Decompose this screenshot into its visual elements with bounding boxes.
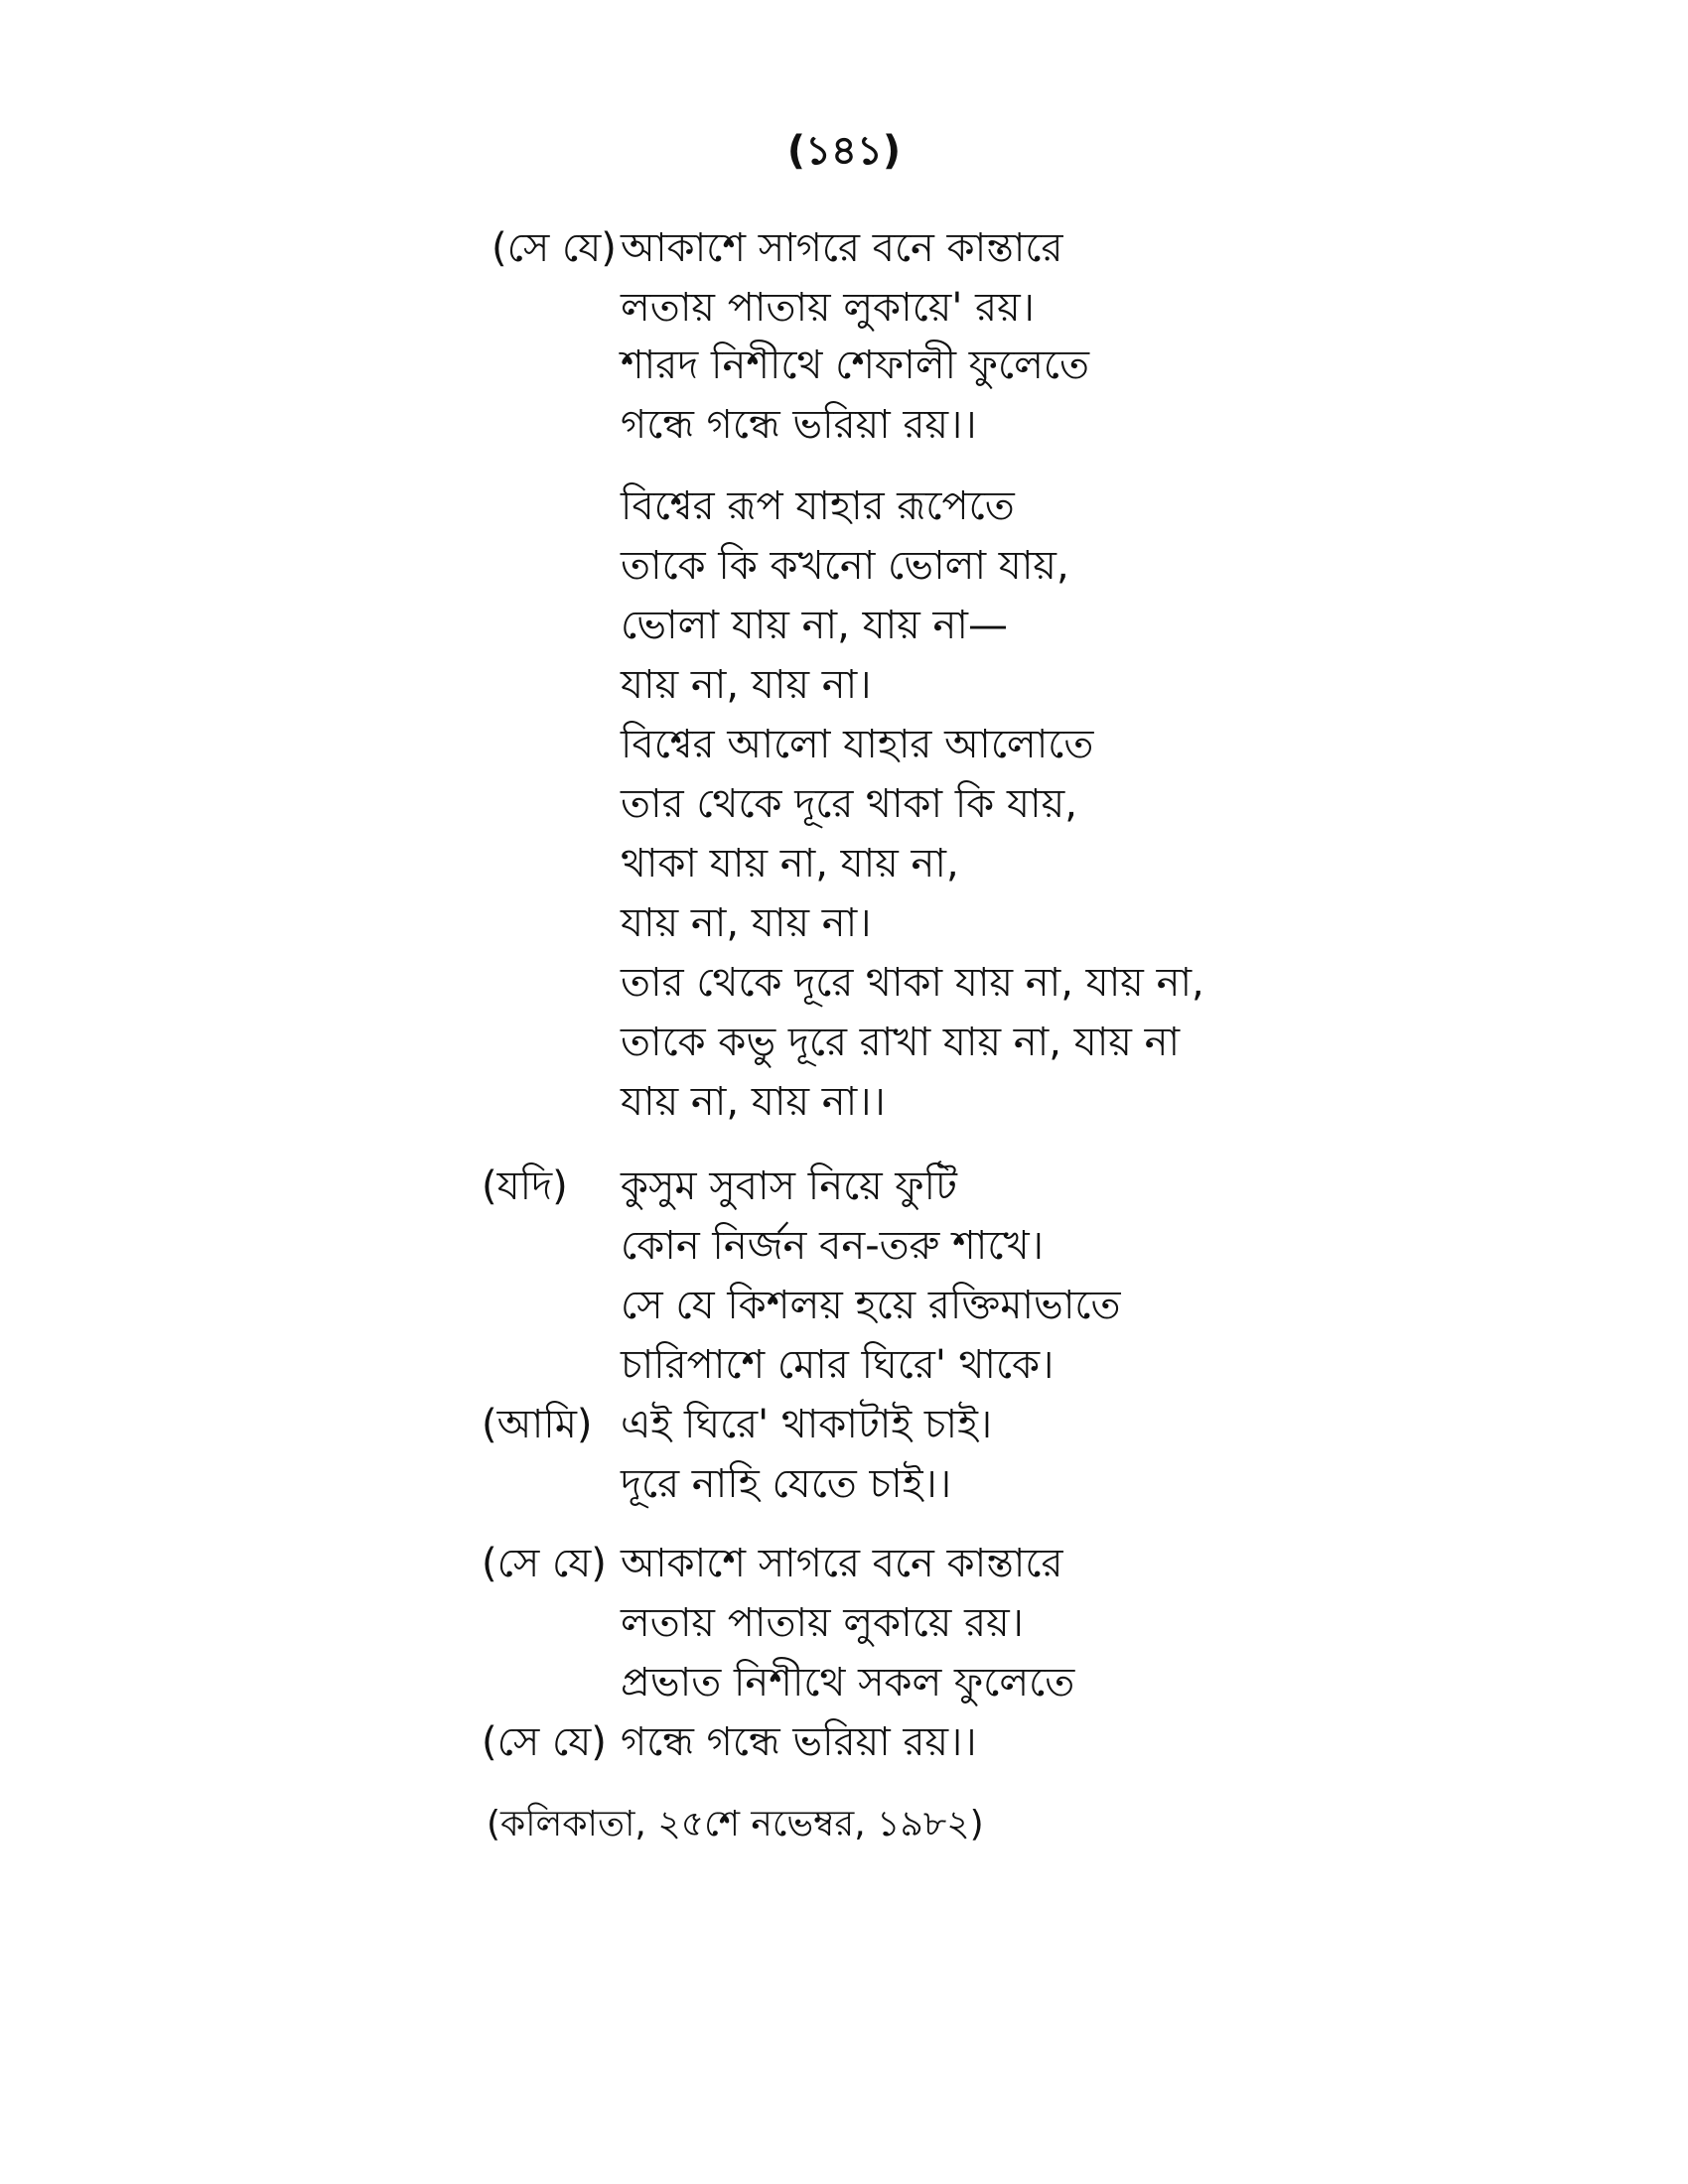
verse-line: সে যে কিশলয় হয়ে রক্তিমাভাতে [621,1283,1121,1328]
verse-line: থাকা যায় না, যায় না, [621,841,959,887]
stanza-4-prefix: (সে যে) [482,1541,607,1586]
verse-line: তাকে কি কখনো ভোলা যায়, [621,543,1069,589]
date-place-footer: (কলিকাতা, ২৫শে নভেম্বর, ১৯৮২) [487,1804,984,1844]
verse-line: গন্ধে গন্ধে ভরিয়া রয়।। [621,402,977,448]
stanza-4-prefix-repeat: (সে যে) [482,1719,607,1765]
verse-line: গন্ধে গন্ধে ভরিয়া রয়।। [621,1719,977,1765]
verse-line: যায় না, যায় না।। [621,1079,886,1125]
stanza-3-prefix-jodi: (যদি) [482,1163,568,1209]
verse-line: তার থেকে দূরে থাকা কি যায়, [621,781,1077,827]
verse-line: তাকে কভু দূরে রাখা যায় না, যায় না [621,1020,1181,1065]
page-number: (১৪১) [786,128,902,174]
stanza-3-prefix-ami: (আমি) [482,1402,593,1447]
verse-line: যায় না, যায় না। [621,900,872,946]
verse-line: কোন নির্জন বন-তরু শাখে। [621,1223,1044,1269]
verse-line: আকাশে সাগরে বনে কান্তারে [621,1541,1063,1586]
verse-line: দূরে নাহি যেতে চাই।। [621,1461,952,1507]
verse-line: লতায় পাতায় লুকায়ে রয়। [621,1600,1024,1646]
verse-line: বিশ্বের রূপ যাহার রূপেতে [621,483,1015,529]
verse-line: এই ঘিরে' থাকাটাই চাই। [621,1402,993,1447]
verse-line: তার থেকে দূরে থাকা যায় না, যায় না, [621,960,1204,1006]
verse-line: শারদ নিশীথে শেফালী ফুলেতে [621,342,1090,388]
verse-line: চারিপাশে মোর ঘিরে' থাকে। [621,1342,1055,1388]
verse-line: ভোলা যায় না, যায় না— [621,603,1008,648]
verse-line: কুসুম সুবাস নিয়ে ফুটি [621,1163,957,1209]
verse-line: আকাশে সাগরে বনে কান্তারে [621,225,1063,271]
verse-line: যায় না, যায় না। [621,662,872,708]
stanza-1-prefix: (সে যে) [492,225,617,271]
verse-line: প্রভাত নিশীথে সকল ফুলেতে [621,1660,1075,1706]
verse-line: বিশ্বের আলো যাহার আলোতে [621,722,1094,767]
verse-line: লতায় পাতায় লুকায়ে' রয়। [621,285,1035,331]
